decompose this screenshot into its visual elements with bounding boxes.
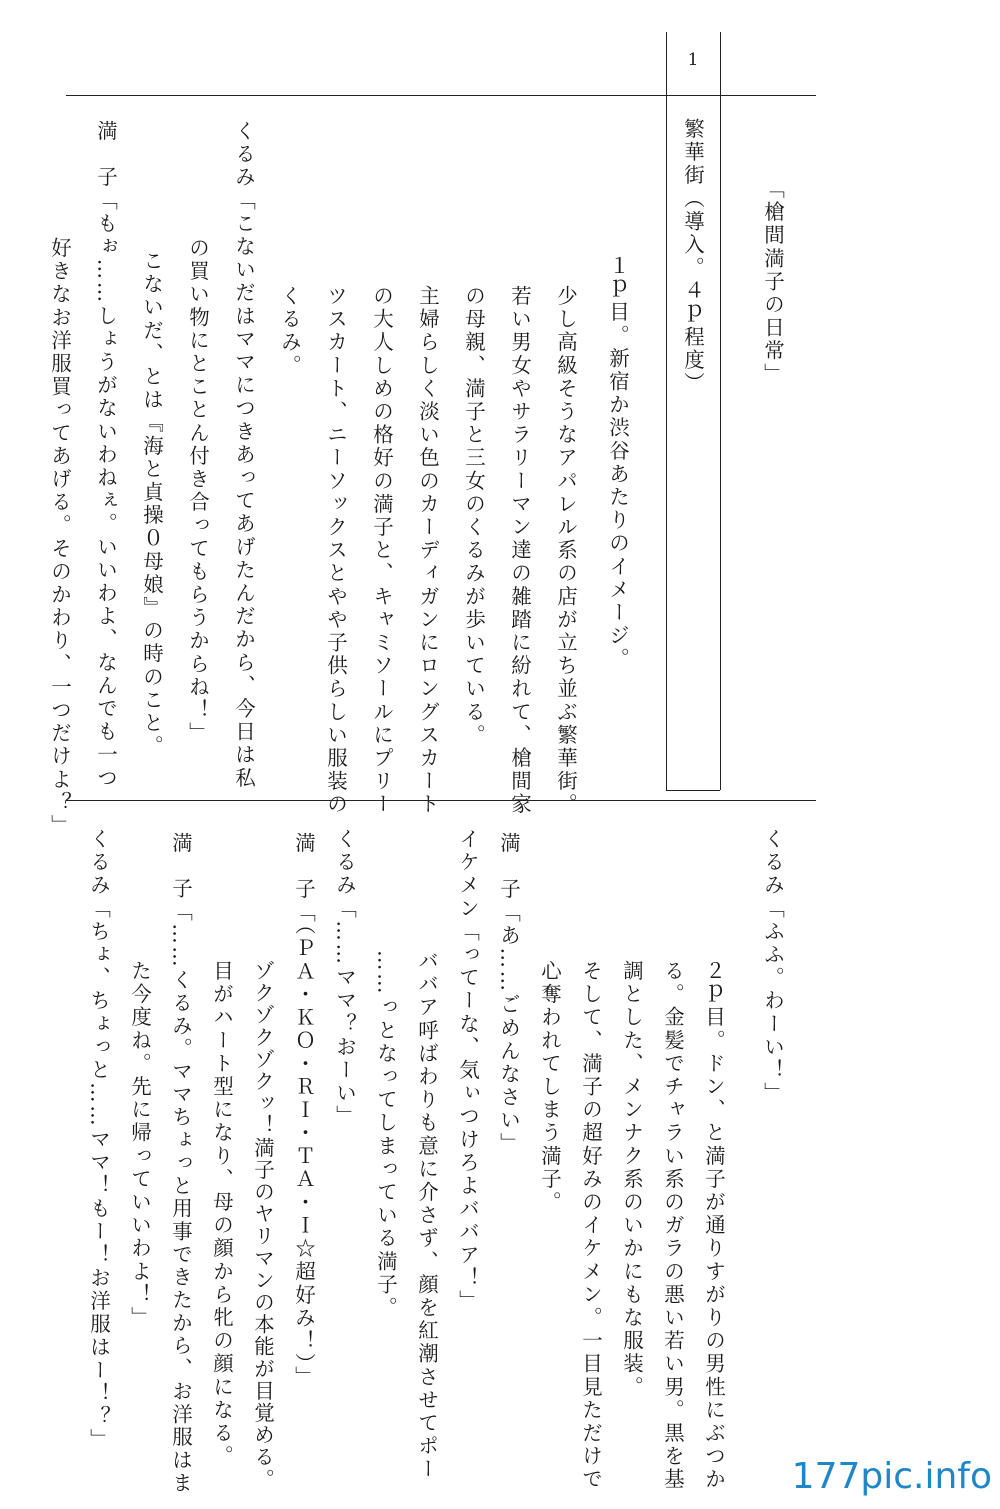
dialogue-line: 満 子「（ＰＡ・ＫＯ・ＲＩ・ＴＡ・Ｉ☆超好み！）」 bbox=[291, 832, 316, 1389]
page-number: 1 bbox=[687, 50, 699, 70]
scene-heading: 繁華街（導入。４ｐ程度） bbox=[680, 118, 705, 396]
top-line: こないだ、とは『海と貞操０母娘』の時のこと。 bbox=[139, 250, 164, 759]
dialogue-line: 満 子「もぉ……しょうがないわねぇ。いいわよ、なんでも一つ bbox=[93, 120, 118, 790]
top-line: くるみ。 bbox=[277, 285, 302, 378]
watermark: 177pic.info bbox=[791, 1456, 992, 1497]
script-title: 「槍間満子の日常」 bbox=[760, 178, 785, 386]
dialogue-line: 好きなお洋服買ってあげる。そのかわり、一つだけよ？」 bbox=[47, 237, 72, 838]
top-line: 若い男女やサラリーマン達の雑踏に紛れて、槍間家 bbox=[507, 285, 532, 817]
dialogue-line: 満 子「あ……ごめんなさい」 bbox=[496, 832, 521, 1156]
middle-rule bbox=[66, 800, 816, 801]
dialogue-line: くるみ「ふふ。わーい！」 bbox=[760, 828, 785, 1106]
dialogue-line: の買い物にとことん付き合ってもらうからね！」 bbox=[185, 237, 210, 746]
top-rule bbox=[66, 95, 816, 96]
bottom-line: る。金髪でチャラい系のガラの悪い若い男。黒を基 bbox=[660, 960, 685, 1492]
bottom-line: ２ｐ目。ドン、と満子が通りすがりの男性にぶつか bbox=[701, 960, 726, 1492]
heading-box-left bbox=[666, 32, 667, 790]
top-line: １ｐ目。新宿か渋谷あたりのイメージ。 bbox=[605, 255, 630, 671]
dialogue-line: た今度ね。先に帰っていいわよ！」 bbox=[127, 960, 152, 1330]
bottom-line: 心奪われてしまう満子。 bbox=[537, 960, 562, 1215]
heading-box-right bbox=[720, 32, 721, 790]
top-line: の大人しめの格好の満子と、キャミソールにプリー bbox=[369, 285, 394, 817]
dialogue-line: イケメン「ってーな、気ぃつけろよババア！」 bbox=[455, 828, 480, 1314]
dialogue-line: くるみ「ちょ、ちょっと……ママ！もー！お洋服はー！？」 bbox=[86, 828, 111, 1452]
top-line: の母親、満子と三女のくるみが歩いている。 bbox=[461, 285, 486, 747]
bottom-line: 目がハート型になり、母の顔から牝の顔になる。 bbox=[209, 960, 234, 1469]
bottom-line: そして、満子の超好みのイケメン。一目見ただけで bbox=[578, 960, 603, 1492]
bottom-line: 調とした、メンナク系のいかにもな服装。 bbox=[619, 960, 644, 1399]
top-line: ツスカート、ニーソックスとやや子供らしい服装の bbox=[323, 285, 348, 817]
dialogue-line: くるみ「こないだはママにつきあってあげたんだから、今日は私 bbox=[231, 120, 256, 790]
bottom-line: ゾクゾクゾクッ！満子のヤリマンの本能が目覚める。 bbox=[250, 960, 275, 1491]
bottom-line: ……っとなってしまっている満子。 bbox=[373, 950, 398, 1320]
heading-box-bottom bbox=[666, 790, 720, 791]
dialogue-line: くるみ「……ママ？おーい」 bbox=[332, 828, 357, 1129]
dialogue-line: 満 子「……くるみ。ママちょっと用事できたから、お洋服はま bbox=[168, 832, 193, 1495]
top-line: 少し高級そうなアパレル系の店が立ち並ぶ繁華街。 bbox=[553, 285, 578, 817]
bottom-line: ババア呼ばわりも意に介さず、顔を紅潮させてポー bbox=[414, 950, 439, 1482]
top-line: 主婦らしく淡い色のカーディガンにロングスカート bbox=[415, 285, 440, 817]
